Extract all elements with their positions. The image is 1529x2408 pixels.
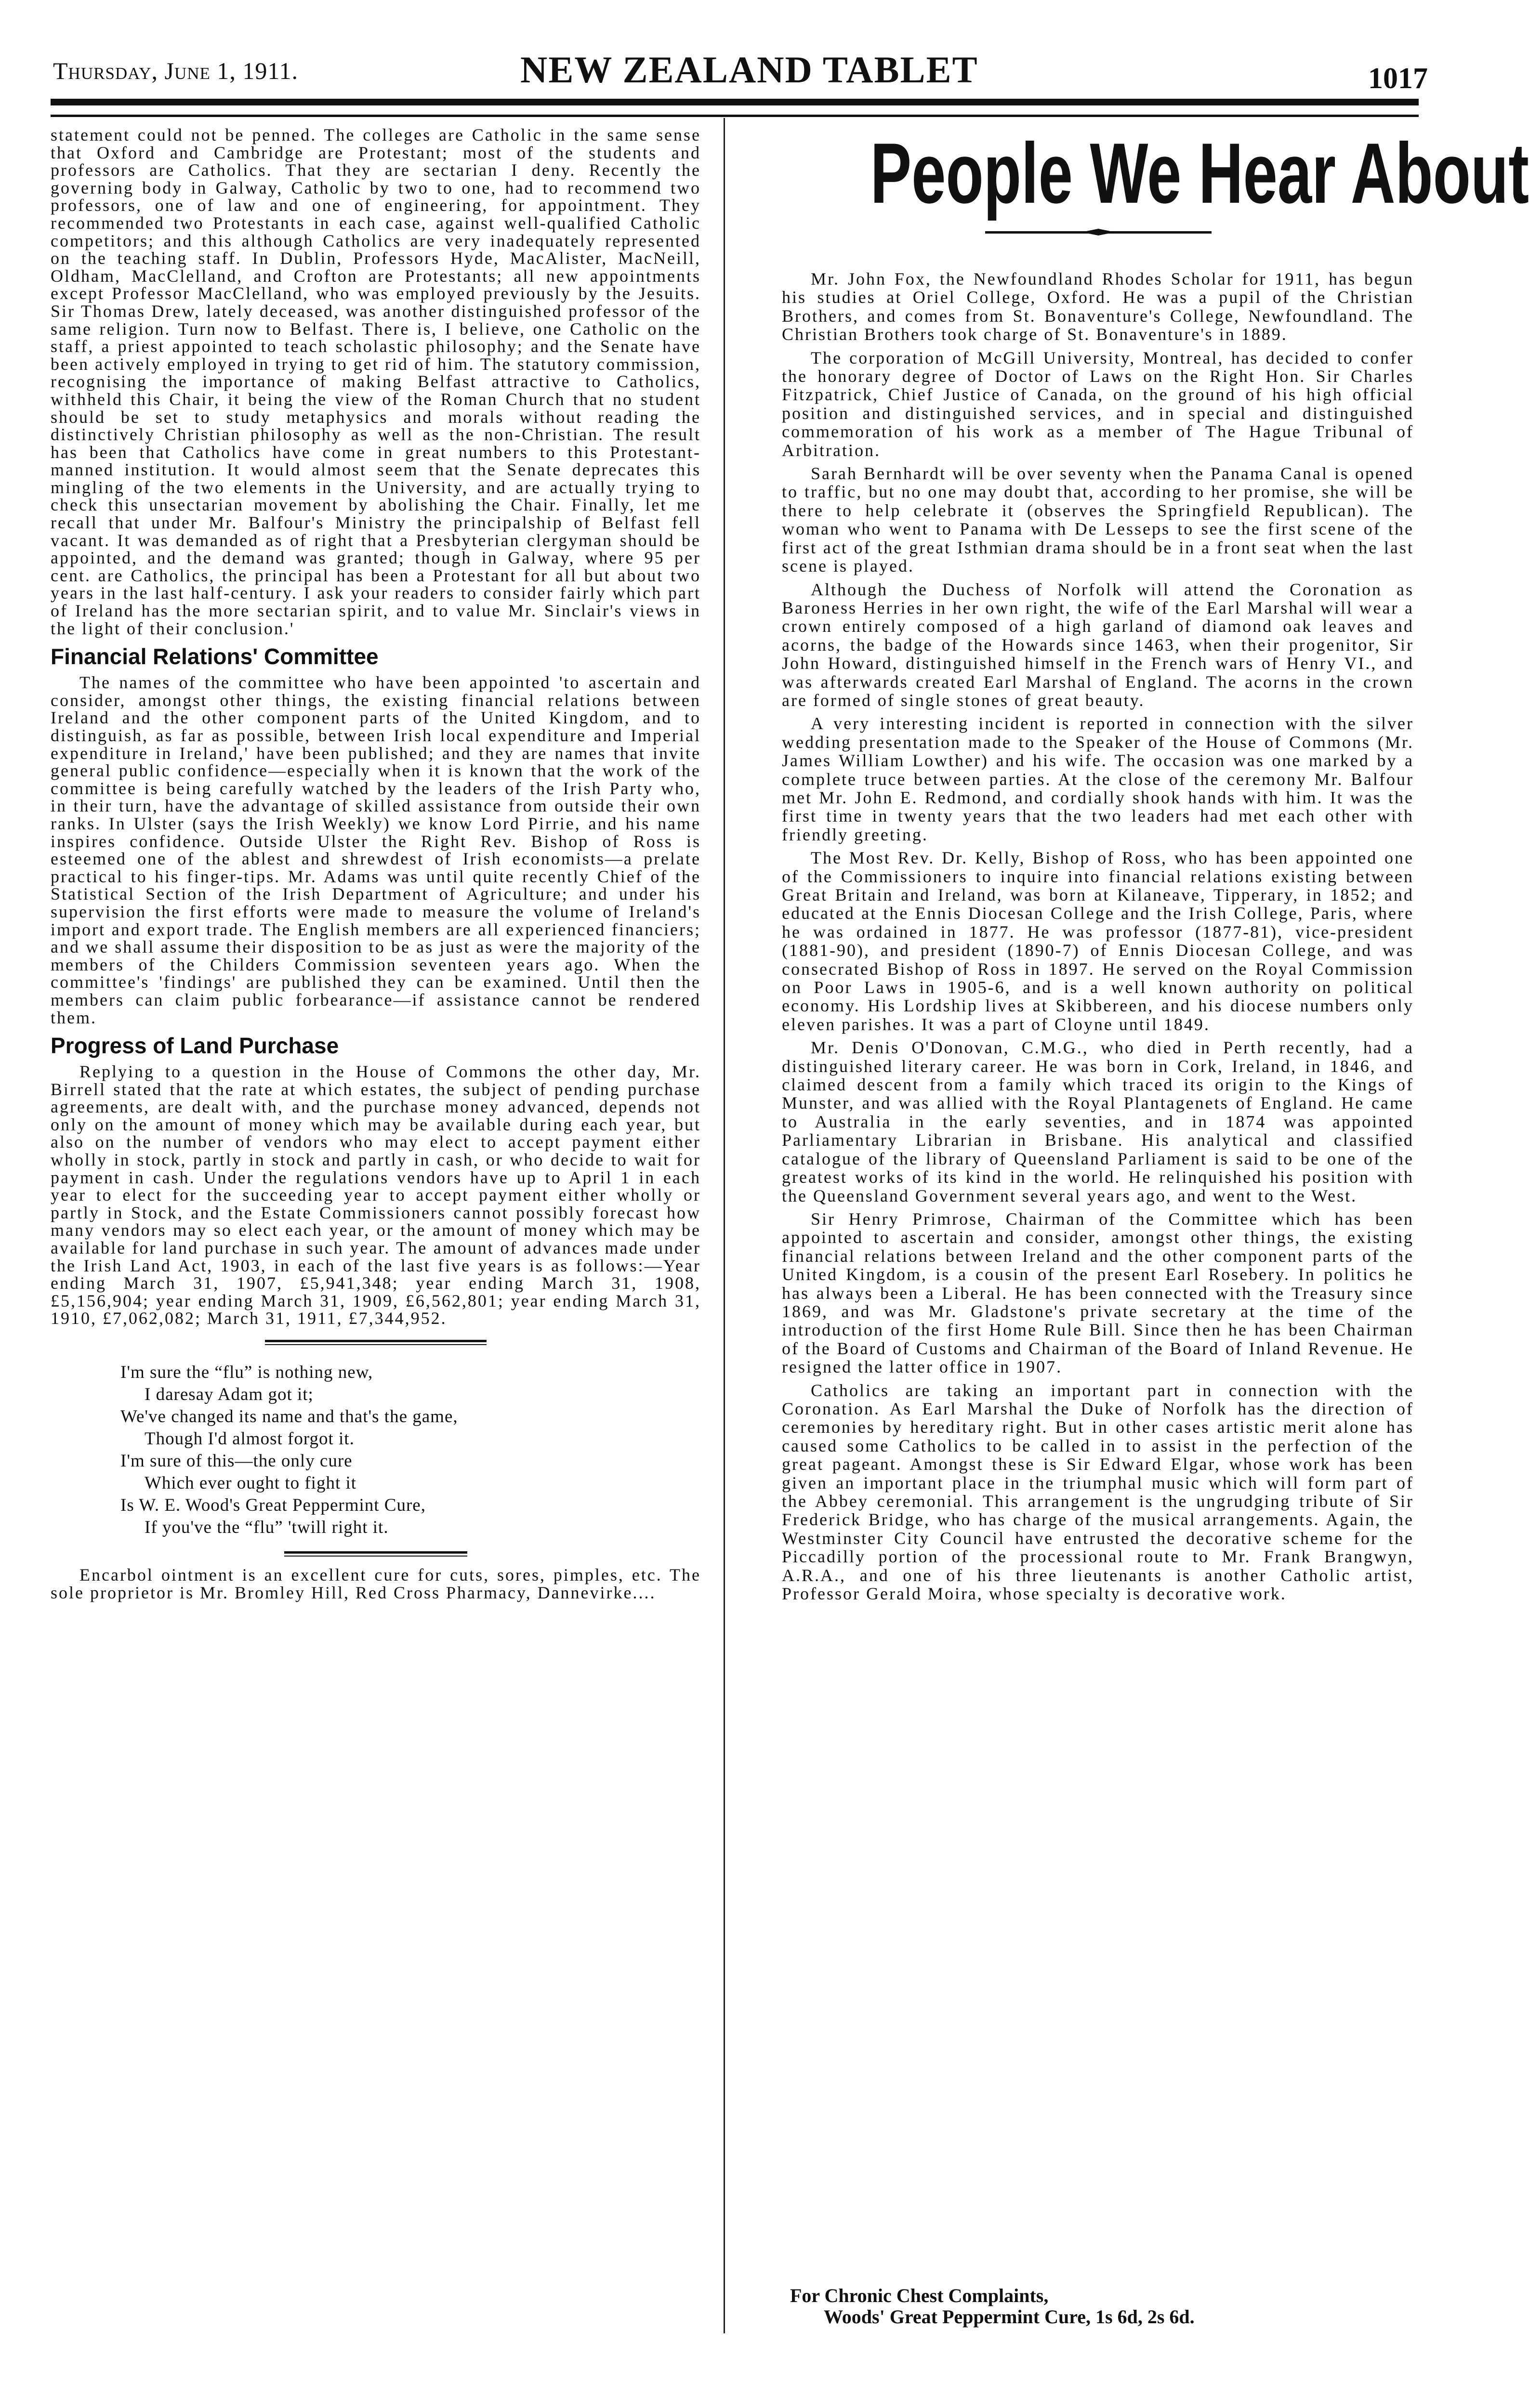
news-item: Mr. John Fox, the Newfoundland Rhodes Scholar for 1911, has begun his studies at Oriel College, Oxford. He was a pupil of the Christian Brothers, and comes from St. Bonaventure's College, Newfoundland. The Christian Brothers took charge of St. Bonaventure's in 1889.	[782, 269, 1414, 344]
issue-date: Thursday, June 1, 1911.	[53, 57, 299, 84]
section-heading: Financial Relations' Committee	[51, 644, 379, 669]
news-item: Sarah Bernhardt will be over seventy when the Panama Canal is opened to traffic, but no one may doubt that, according to her promise, she will be there to help celebrate it (observes the Springfield Republican). The woman who went to Panama with De Lesseps to see the first scene of the first act of the great Isthmian drama should be in a front seat when the last scene is played.	[782, 464, 1414, 576]
news-item: The Most Rev. Dr. Kelly, Bishop of Ross, who has been appointed one of the Commissioners to inquire into financial relations existing between Great Britain and Ireland, was born at Kilaneave, Tipperary, in 1852; and educated at the Ennis Diocesan College and the Irish College, Paris, where he was ordained in 1877. He was professor (1877-81), vice-president (1881-90), and president (1890-7) of Ennis Diocesan College, and was consecrated Bishop of Ross in 1897. He served on the Royal Commission on Poor Laws in 1905-6, and is a well known authority on political economy. His Lordship lives at Skibbereen, and his diocese numbers only eleven parishes. It was a part of Cloyne until 1849.	[782, 848, 1414, 1034]
poem-line: Though I'd almost forgot it.	[145, 1429, 355, 1449]
news-item: Catholics are taking an important part in connection with the Coronation. As Earl Marshal the Duke of Norfolk has the direction of ceremonies by hereditary right. But in other cases artistic merit alone has caused some Catholics to be called in to assist in the perfection of the great pageant. Amongst these is Sir Edward Elgar, whose work has been given an important place in the triumphal music which will form part of the Abbey ceremonial. This arrangement is the ungrudging tribute of Sir Frederick Bridge, who has charge of the musical arrangements. Again, the Westminster City Council have entrusted the decorative scheme for the Piccadilly portion of the processional route to Mr. Frank Brangwyn, A.R.A., and one of his three lieutenants is another Catholic artist, Professor Gerald Moira, whose specialty is decorative work.	[782, 1380, 1414, 1604]
publication-title: NEW ZEALAND TABLET	[520, 49, 978, 91]
poem-line: I daresay Adam got it;	[145, 1385, 314, 1404]
section-title: People We Hear About	[870, 125, 1529, 221]
advert-line: For Chronic Chest Complaints,	[790, 2285, 1049, 2306]
right-column	[782, 270, 1414, 1608]
peppermint-cure-advert	[790, 2285, 1195, 2328]
poem-line: Is W. E. Wood's Great Peppermint Cure,	[120, 1495, 426, 1515]
peppermint-cure-poem	[120, 1361, 701, 1539]
poem-line: Which ever ought to fight it	[145, 1473, 357, 1493]
poem-line: If you've the “flu” 'twill right it.	[145, 1518, 389, 1537]
column-divider	[724, 118, 725, 2333]
left-column	[51, 126, 701, 1601]
poem-line: I'm sure of this—the only cure	[120, 1451, 353, 1471]
section-heading: Progress of Land Purchase	[51, 1033, 339, 1059]
section-paragraph: The names of the committee who have been appointed 'to ascertain and consider, amongst other things, the existing financial relations between Ireland and the other component parts of the United Kingdom, and to distinguish, as far as possible, between Irish local expenditure and Imperial expenditure in Ireland,' have been published; and they are names that invite general public confidence—especially when it is known that the work of the committee is being carefully watched by the leaders of the Irish Party who, in their turn, have the advantage of skilled assistance from outside their own ranks. In Ulster (says the Irish Weekly) we know Lord Pirrie, and his name inspires confidence. Outside Ulster the Right Rev. Bishop of Ross is esteemed one of the ablest and shrewdest of Irish economists—a prelate practical to his finger-tips. Mr. Adams was until quite recently Chief of the Statistical Section of the Irish Department of Agriculture; and under his supervision the first efforts were made to measure the volume of Ireland's import and export trade. The English members are all experienced financiers; and we shall assume their disposition to be as just as were the majority of the members of the Childers Commission seventeen years ago. When the committee's 'findings' are published they can be examined. Until then the members can claim public forbearance—if assistance cannot be rendered them.	[51, 673, 701, 1027]
header-rule-thick	[51, 99, 1419, 105]
continued-paragraph: statement could not be penned. The colleges are Catholic in the same sense that Oxford and Cambridge are Protestant; most of the students and professors are Catholics. That they are sectarian I deny. Recently the governing body in Galway, Catholic by two to one, had to recommend two professors, one of law and one of engineering, for appointment. They recommended two Protestants in each case, against well-qualified Catholic competitors; and this although Catholics are very inadequately represented on the teaching staff. In Dublin, Professors Hyde, MacAlister, MacNeill, Oldham, MacClelland, and Crofton are Protestants; all new appointments except Professor MacClelland, who was employed previously by the Jesuits. Sir Thomas Drew, lately deceased, was another distinguished professor of the same religion. Turn now to Belfast. There is, I believe, one Catholic on the staff, a priest appointed to teach scholastic philosophy; and the Senate have been actively employed in trying to get rid of him. The statutory commission, recognising the importance of making Belfast attractive to Catholics, withheld this Chair, it being the view of the Roman Church that no student should be set to study metaphysics and morals without reading the distinctively Christian philosophy as well as the non-Christian. The result has been that Catholics have come in great numbers to this Protestant-manned institution. It would almost seem that the Senate deprecates this mingling of the two elements in the University, and are actually trying to check this unsectarian movement by abolishing the Chair. Finally, let me recall that under Mr. Balfour's Ministry the principalship of Belfast fell vacant. It was demanded as of right that a Presbyterian clergyman should be appointed, and the demand was granted; though in Galway, where 95 per cent. are Catholics, the principal has been a Protestant for all but about two years in the last half-century. I ask your readers to consider fairly which part of Ireland has the more sectarian spirit, and to value Mr. Sinclair's views in the light of their conclusion.'	[51, 125, 701, 638]
header-rule-thin	[51, 115, 1419, 117]
poem-line: I'm sure the “flu” is nothing new,	[120, 1362, 373, 1382]
article-land-purchase	[51, 1033, 701, 1327]
advert-line: Woods' Great Peppermint Cure, 1s 6d, 2s 6d.	[824, 2306, 1195, 2328]
section-paragraph: Replying to a question in the House of Commons the other day, Mr. Birrell stated that the rate at which estates, the subject of pending purchase agreements, are dealt with, and the purchase money advanced, depends not only on the amount of money which may be available during each year, but also on the number of vendors who may elect to accept payment either wholly in stock, partly in stock and partly in cash, or who decide to wait for payment in cash. Under the regulations vendors have up to April 1 in each year to elect for the succeeding year to accept payment either wholly or partly in Stock, and the Estate Commissioners cannot possibly forecast how many vendors may so elect each year, or the amount of money which may be available for land purchase in such year. The amount of advances made under the Irish Land Act, 1903, in each of the last five years is as follows:—Year ending March 31, 1907, £5,941,348; year ending March 31, 1908, £5,156,904; year ending March 31, 1909, £6,562,801; year ending March 31, 1910, £7,062,082; March 31, 1911, £7,344,952.	[51, 1062, 701, 1328]
divider-rule	[284, 1551, 467, 1554]
news-item: Sir Henry Primrose, Chairman of the Committee which has been appointed to ascertain and consider, amongst other things, the existing financial relations between Ireland and the other component parts of the United Kingdom, is a cousin of the present Earl Rosebery. In politics he has always been a Liberal. He has been connected with the Treasury since 1869, and was Mr. Gladstone's private secretary at the time of the introduction of the first Home Rule Bill. Since then he has been Chairman of the Board of Customs and Chairman of the Board of Inland Revenue. He resigned the latter office in 1907.	[782, 1209, 1414, 1377]
article-financial-relations	[51, 644, 701, 1026]
news-item: Although the Duchess of Norfolk will attend the Coronation as Baroness Herries in her own right, the wife of the Earl Marshal will wear a crown entirely composed of a high garland of diamond oak leaves and acorns, the badge of the Howards since 1463, when their progenitor, Sir John Howard, distinguished himself in the French wars of Henry VI., and was afterwards created Earl Marshal of England. The acorns in the crown are formed of single stones of great beauty.	[782, 579, 1414, 710]
divider-rule	[265, 1340, 487, 1342]
page-number: 1017	[1368, 62, 1428, 95]
poem-line: We've changed its name and that's the game,	[120, 1407, 458, 1426]
encarbol-notice: Encarbol ointment is an excellent cure for cuts, sores, pimples, etc. The sole proprietor is Mr. Bromley Hill, Red Cross Pharmacy, Dannevirke....	[51, 1565, 701, 1602]
news-item: The corporation of McGill University, Montreal, has decided to confer the honorary degree of Doctor of Laws on the Right Hon. Sir Charles Fitzpatrick, Chief Justice of Canada, on the ground of his high official position and distinguished services, and in special and distinguished commemoration of his work as a member of The Hague Tribunal of Arbitration.	[782, 348, 1414, 460]
news-item: A very interesting incident is reported in connection with the silver wedding presentation made to the Speaker of the House of Commons (Mr. James William Lowther) and his wife. The occasion was one marked by a complete truce between parties. At the close of the ceremony Mr. Balfour met Mr. John E. Redmond, and cordially shook hands with him. It was the first time in twenty years that the two leaders had met each other with friendly greeting.	[782, 714, 1414, 844]
news-item: Mr. Denis O'Donovan, C.M.G., who died in Perth recently, had a distinguished literary career. He was born in Cork, Ireland, in 1846, and claimed descent from a family which traced its origin to the Kings of Munster, and was allied with the Royal Plantagenets of England. He came to Australia in the early seventies, and in 1874 was appointed Parliamentary Librarian in Brisbane. His analytical and classified catalogue of the library of Queensland Parliament is said to be one of the greatest works of its kind in the world. He relinquished his position with the Queensland Government several years ago, and went to the West.	[782, 1038, 1414, 1205]
ornament-rule-icon	[985, 229, 1212, 236]
